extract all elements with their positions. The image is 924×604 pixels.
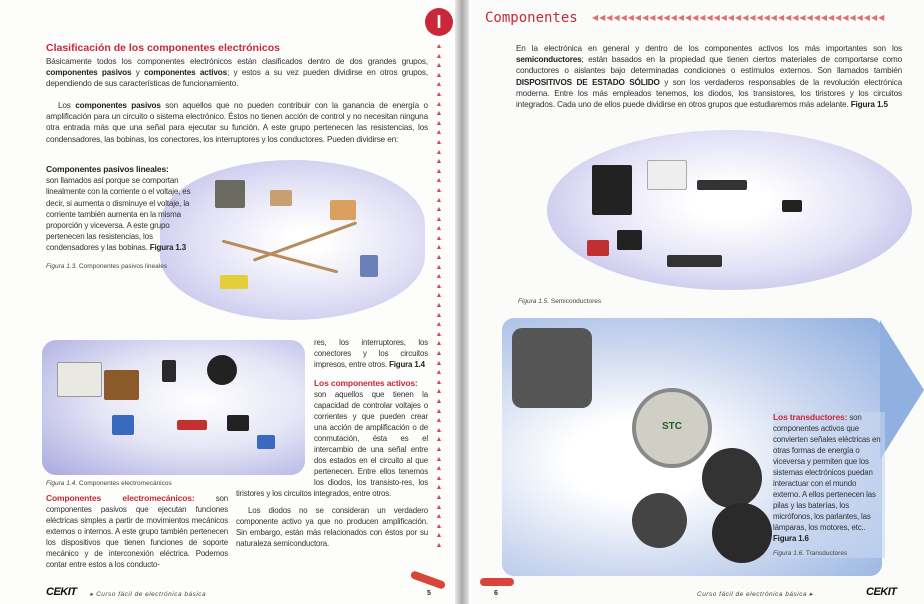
arrow-row-decoration: ◀◀◀◀◀◀◀◀◀◀◀◀◀◀◀◀◀◀◀◀◀◀◀◀◀◀◀◀◀◀◀◀◀◀◀◀◀◀◀◀◀ bbox=[592, 13, 886, 22]
course-title: Curso fácil de electrónica básica bbox=[697, 591, 808, 598]
text: son componentes pasivos que ejecutan funciones eléctricas simples a partir de movimientos mecánicos externos o internos. A este grupo también pertenecen los dispositivos que tienen funciones de soporte mecánico y de interconexión eléctrica. Podemos contar entre estos a los conducto- bbox=[46, 494, 228, 569]
intro-paragraph bbox=[516, 43, 902, 110]
cekit-logo: CEKIT bbox=[866, 586, 897, 598]
figure-1-6-caption bbox=[773, 549, 885, 558]
subheading: Los transductores: bbox=[773, 412, 848, 422]
page-title: Componentes bbox=[485, 10, 578, 26]
text: son aquellos que no pueden contribuir con la ganancia de energía o amplificación para un circuito o sistema electrónico. Éstos no tienen acción de control y no necesitan ninguna otra entrada más que una señal para ejecutar su función. A este grupo pertenecen las resistencias, los condensadores, las bobinas, los conectores, los interruptores y los conductores. Pueden dividirse en: bbox=[46, 101, 428, 144]
caption-label: Figura 1.6. bbox=[773, 550, 805, 557]
subheading: Componentes pasivos lineales: bbox=[46, 164, 169, 174]
chapter-badge: I bbox=[425, 8, 453, 36]
right-page bbox=[462, 0, 924, 604]
cekit-logo: CEKIT bbox=[46, 586, 77, 598]
transductores-text bbox=[773, 412, 885, 558]
bold-text: DISPOSITIVOS DE ESTADO SÓLIDO bbox=[516, 77, 660, 87]
figure-ref: Figura 1.5 bbox=[850, 100, 888, 110]
figure-ref: Figura 1.6 bbox=[773, 534, 809, 543]
book-spine bbox=[455, 0, 469, 604]
arrow-column-decoration: ▲ ▲ ▲ ▲ ▲ ▲ ▲ ▲ ▲ ▲ ▲ ▲ ▲ ▲ ▲ ▲ ▲ ▲ ▲ ▲ ▲ ▲ ▲ ▲ ▲ ▲ ▲ ▲ ▲ ▲ ▲ ▲ ▲ ▲ ▲ ▲ ▲ ▲ ▲ ▲ ▲ ▲ ▲ ▲ ▲ ▲ ▲ ▲ ▲ ▲ ▲ ▲ ▲ bbox=[435, 43, 443, 549]
caption-label: Figura 1.4. bbox=[46, 480, 78, 487]
figure-1-4-caption bbox=[46, 479, 172, 488]
course-title: Curso fácil de electrónica básica bbox=[96, 591, 207, 598]
subheading: Componentes electromecánicos: bbox=[46, 493, 195, 503]
figure-ref: Figura 1.3 bbox=[149, 243, 187, 253]
text: Los bbox=[58, 101, 76, 110]
text: son componentes activos que convierten señales eléctricas en otras formas de energía o viceversa y permiten que los sistemas electrónicos puedan interactuar con el mundo externo. A ellos pertenecen las pilas y las baterías, los micrófonos, los parlantes, las lámparas, los motores, etc.. bbox=[773, 413, 881, 532]
text: ; y estos a su vez pueden dividirse en otros grupos, dependiendo de sus características de funcionamiento. bbox=[46, 68, 428, 89]
text: Básicamente todos los componentes electrónicos están clasificados dentro de dos grandes grupos, bbox=[46, 57, 428, 66]
subheading: Los componentes activos: bbox=[314, 378, 418, 388]
electromecanicos-text bbox=[46, 493, 228, 570]
diodos-paragraph: Los diodos no se consideran un verdadero componente activo ya que no producen amplificación. Sin embargo, están más relacionados con éstos por su naturaleza semiconductora. bbox=[236, 506, 428, 548]
text: son aquellos que tienen la capacidad de controlar voltajes o corrientes y que pueden crear una acción de amplificación o de conmutación, ésta es el intercambio de una señal entre dos estados en el circuito al que pertenecen. Entre ellos tenemos los diodos, los transisto- bbox=[314, 390, 428, 487]
text: ; están basados en la propiedad que tienen ciertos materiales de comportarse como conductores o aislantes bajo determinadas condiciones o estímulos externos. Son llamados también bbox=[516, 55, 902, 76]
resistor-icon bbox=[480, 578, 514, 586]
caption-text: Componentes electromecánicos bbox=[78, 480, 172, 487]
figure-ref: Figura 1.4 bbox=[389, 360, 425, 369]
arrow-decoration bbox=[880, 320, 924, 460]
intro-paragraph-2 bbox=[46, 100, 428, 145]
figure-wrap-spacer bbox=[236, 337, 314, 487]
text: y son los verdaderos responsables de la revolución electrónica moderna. Entre los más empleados tenemos, los diodos, los transistores, los tiristores y los circuitos integrados. Cada uno de ellos puede dividirse en otros grupos que estudiaremos más adelante. bbox=[516, 77, 902, 110]
figure-1-5-image bbox=[547, 130, 912, 290]
caption-label: Figura 1.3. bbox=[46, 262, 78, 270]
page-number: 5 bbox=[427, 590, 431, 597]
text: son llamados así porque se comportan linealmente con la corriente o el voltaje, es decir, si aumenta o disminuye el voltaje, la corriente también aumenta en la misma proporción y viceversa. A este grupo pertenecen las resistencias, los condensadores y las bobinas. bbox=[46, 176, 191, 253]
section-heading: Clasificación de los componentes electrónicos bbox=[46, 42, 280, 54]
text: y bbox=[131, 68, 144, 78]
right-column-text bbox=[236, 337, 428, 549]
intro-paragraph-1 bbox=[46, 56, 428, 90]
caption-text: Transductores bbox=[805, 550, 848, 557]
bold-text: semiconductores bbox=[516, 55, 582, 65]
figure-1-3-image bbox=[160, 160, 425, 320]
bold-text: componentes activos bbox=[143, 68, 228, 78]
caption-text: Semiconductores bbox=[550, 298, 602, 305]
caption-text: Componentes pasivos lineales bbox=[78, 262, 168, 270]
speaker-label: STC bbox=[632, 388, 712, 468]
activos-continuation: res, los tiristores y los circuitos integrados, entre otros. bbox=[236, 478, 429, 498]
figure-1-3-caption bbox=[46, 262, 286, 271]
footer-course: Curso fácil de electrónica básica ▸ bbox=[697, 591, 814, 598]
footer-course: ▸ Curso fácil de electrónica básica bbox=[90, 591, 207, 598]
bold-text: componentes pasivos bbox=[75, 101, 161, 110]
text: res, los interruptores, los conectores y los circuitos impresos, entre otros. bbox=[314, 338, 428, 369]
page-number: 6 bbox=[494, 590, 498, 597]
resistor-icon bbox=[410, 570, 447, 590]
pasivos-lineales-text bbox=[46, 164, 191, 271]
caption-label: Figura 1.5. bbox=[518, 298, 550, 305]
bold-text: componentes pasivos bbox=[46, 68, 132, 78]
text: En la electrónica en general y dentro de los componentes activos los más importantes son los bbox=[516, 44, 902, 53]
figure-1-5-caption bbox=[518, 297, 601, 306]
